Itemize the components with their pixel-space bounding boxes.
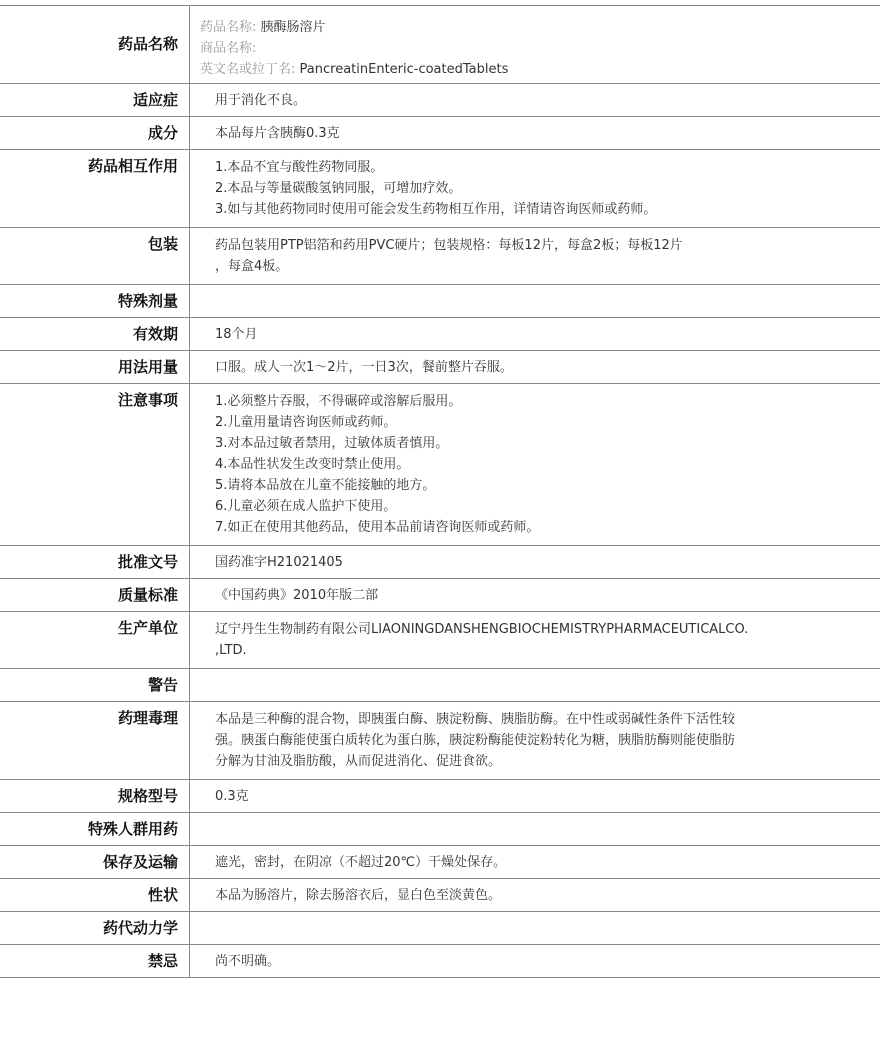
spec-row (0, 351, 880, 384)
row-label: 性状 (0, 879, 190, 911)
row-value (190, 579, 880, 611)
row-label: 药理毒理 (0, 702, 190, 779)
value-line: 0.3克 (215, 789, 249, 804)
value-line: 2.儿童用量请咨询医师或药师。 (215, 415, 397, 430)
spec-row (0, 150, 880, 228)
row-value (190, 150, 880, 227)
row-value (190, 780, 880, 812)
spec-row (0, 612, 880, 669)
row-label: 药品名称 (0, 6, 190, 83)
spec-row (0, 117, 880, 150)
value-line: 1.本品不宜与酸性药物同服。 (215, 160, 384, 175)
value-line: ,LTD. (215, 643, 247, 658)
row-value (190, 612, 880, 668)
row-label: 批准文号 (0, 546, 190, 578)
row-label: 药品相互作用 (0, 150, 190, 227)
spec-row (0, 813, 880, 846)
row-label: 警告 (0, 669, 190, 701)
value-line: 7.如正在使用其他药品，使用本品前请咨询医师或药师。 (215, 520, 540, 535)
row-value (190, 6, 880, 83)
row-value (190, 702, 880, 779)
row-value (190, 546, 880, 578)
value-line: 3.如与其他药物同时使用可能会发生药物相互作用，详情请咨询医师或药师。 (215, 202, 657, 217)
row-value (190, 318, 880, 350)
value-line: 《中国药典》2010年版二部 (215, 588, 379, 603)
value-line: ，每盒4板。 (215, 259, 289, 274)
row-value (190, 351, 880, 383)
value-line: 遮光，密封，在阴凉（不超过20℃）干燥处保存。 (215, 855, 507, 870)
spec-row (0, 546, 880, 579)
spec-row (0, 285, 880, 318)
spec-row (0, 945, 880, 978)
value-line: 强。胰蛋白酶能使蛋白质转化为蛋白胨，胰淀粉酶能使淀粉转化为糖，胰脂肪酶则能使脂肪 (215, 733, 736, 748)
row-value (190, 84, 880, 116)
value-line: 18个月 (215, 327, 258, 342)
spec-row (0, 912, 880, 945)
spec-row (0, 669, 880, 702)
row-label: 包装 (0, 228, 190, 284)
row-label: 质量标准 (0, 579, 190, 611)
value-line: 分解为甘油及脂肪酸，从而促进消化、促进食欲。 (215, 754, 502, 769)
spec-row (0, 846, 880, 879)
spec-row (0, 780, 880, 813)
value-line: 本品为肠溶片，除去肠溶衣后，显白色至淡黄色。 (215, 888, 502, 903)
value-line: 口服。成人一次1～2片，一日3次，餐前整片吞服。 (215, 360, 513, 375)
value-line: 国药准字H21021405 (215, 555, 343, 570)
value-line: 药品包装用PTP铝箔和药用PVC硬片；包装规格：每板12片，每盒2板；每板12片 (215, 238, 683, 253)
value-line: 1.必须整片吞服，不得碾碎或溶解后服用。 (215, 394, 462, 409)
value-line: 4.本品性状发生改变时禁止使用。 (215, 457, 410, 472)
value-line: 辽宁丹生生物制药有限公司LIAONINGDANSHENGBIOCHEMISTRYPHARMACEUTICALCO. (215, 622, 749, 637)
value-line: 6.儿童必须在成人监护下使用。 (215, 499, 397, 514)
spec-row (0, 879, 880, 912)
value-line: 本品每片含胰酶0.3克 (215, 126, 340, 141)
row-label: 生产单位 (0, 612, 190, 668)
spec-row (0, 702, 880, 780)
drug-spec-table (0, 5, 880, 978)
row-label: 用法用量 (0, 351, 190, 383)
value-line: 本品是三种酶的混合物，即胰蛋白酶、胰淀粉酶、胰脂肪酶。在中性或弱碱性条件下活性较 (215, 712, 736, 727)
spec-row (0, 579, 880, 612)
row-label: 禁忌 (0, 945, 190, 977)
row-value (190, 117, 880, 149)
row-label: 特殊剂量 (0, 285, 190, 317)
row-label: 有效期 (0, 318, 190, 350)
english-name-key: 英文名或拉丁名: (200, 62, 296, 77)
row-label: 规格型号 (0, 780, 190, 812)
value-line: 3.对本品过敏者禁用，过敏体质者慎用。 (215, 436, 449, 451)
row-value (190, 228, 880, 284)
row-value (190, 846, 880, 878)
value-line: 5.请将本品放在儿童不能接触的地方。 (215, 478, 436, 493)
spec-row (0, 318, 880, 351)
row-label: 成分 (0, 117, 190, 149)
english-name-line (200, 59, 860, 80)
trade-name-line (200, 38, 860, 59)
generic-name-value: 胰酶肠溶片 (260, 20, 326, 35)
value-line: 用于消化不良。 (215, 93, 307, 108)
row-label: 药代动力学 (0, 912, 190, 944)
generic-name-line (200, 17, 860, 38)
value-line: 尚不明确。 (215, 954, 281, 969)
generic-name-key: 药品名称: (200, 20, 257, 35)
row-label: 保存及运输 (0, 846, 190, 878)
row-value (190, 879, 880, 911)
spec-row (0, 84, 880, 117)
english-name-value: PancreatinEnteric-coatedTablets (299, 62, 509, 77)
spec-row (0, 384, 880, 546)
spec-row (0, 228, 880, 285)
row-value (190, 813, 880, 845)
row-value (190, 669, 880, 701)
row-value (190, 384, 880, 545)
trade-name-key: 商品名称: (200, 41, 257, 56)
row-value (190, 912, 880, 944)
row-label: 特殊人群用药 (0, 813, 190, 845)
row-label: 注意事项 (0, 384, 190, 545)
value-line: 2.本品与等量碳酸氢钠同服，可增加疗效。 (215, 181, 462, 196)
drug-name-row (0, 6, 880, 84)
row-value (190, 945, 880, 977)
row-value (190, 285, 880, 317)
row-label: 适应症 (0, 84, 190, 116)
